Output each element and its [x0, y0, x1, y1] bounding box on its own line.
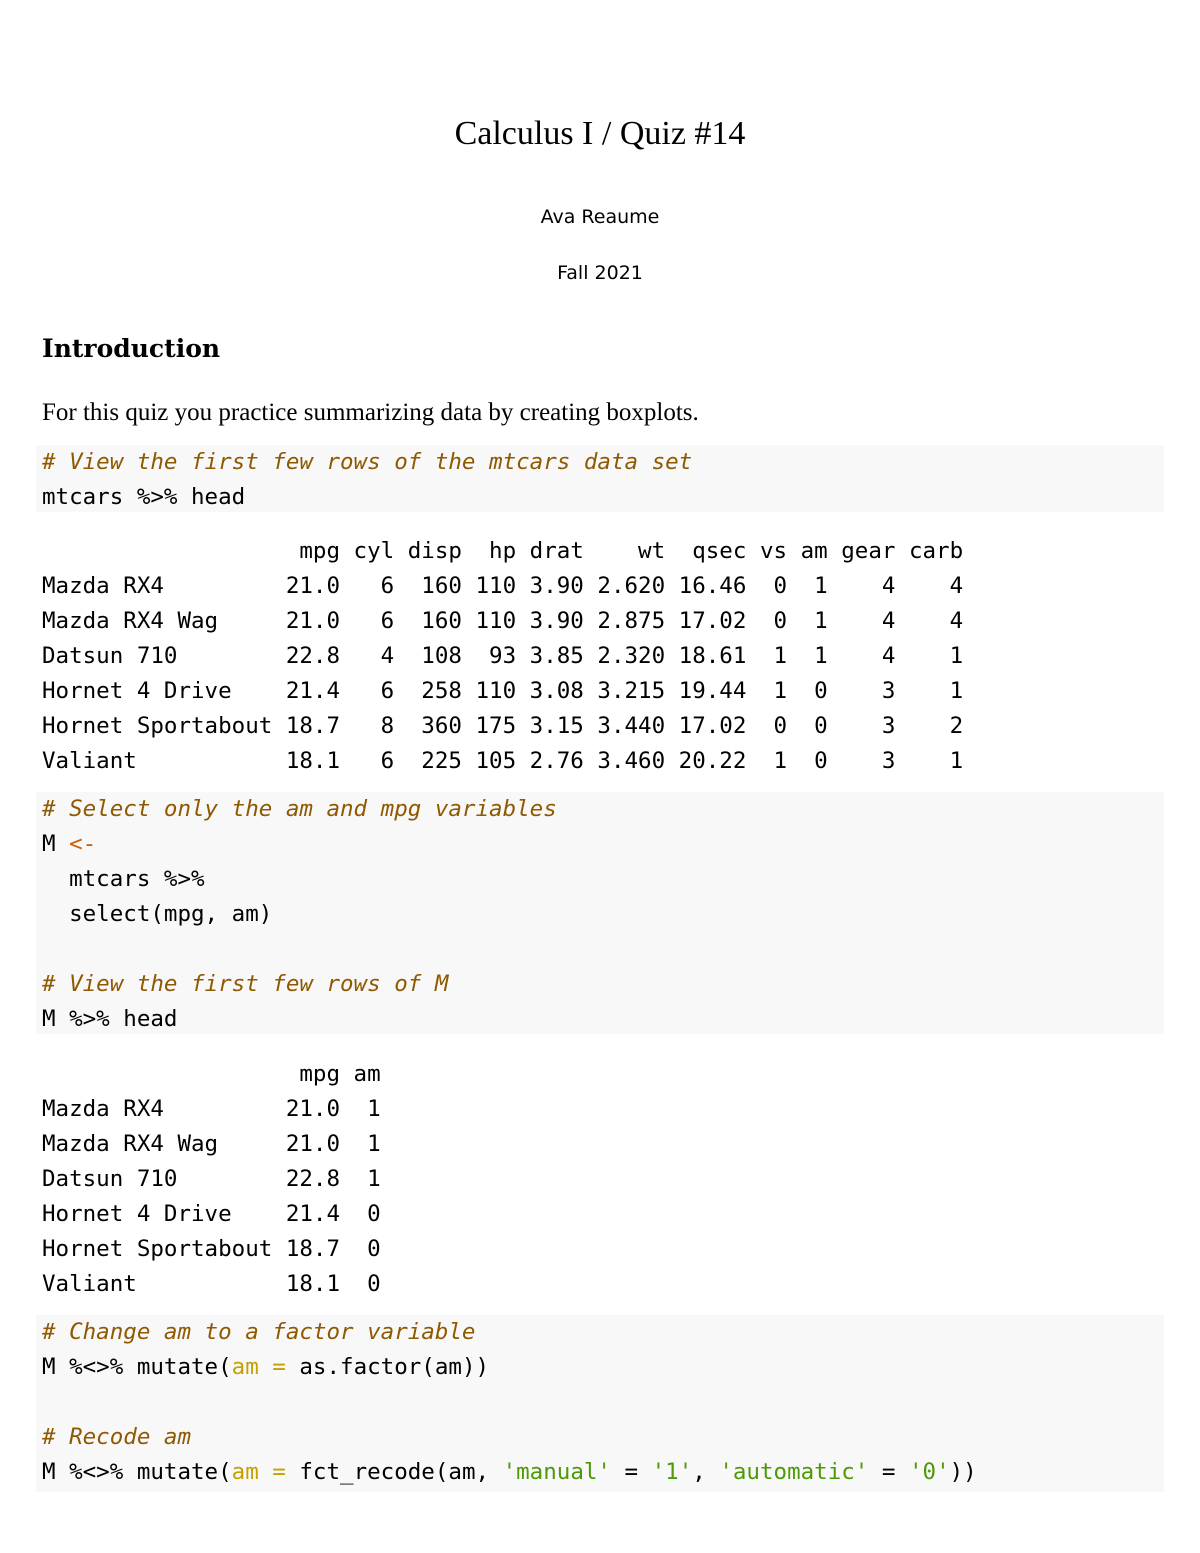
code-text: M %<>% mutate(	[42, 1354, 232, 1380]
code-comment: # View the first few rows of M	[42, 971, 449, 997]
code-chunk-select	[36, 792, 1164, 1034]
code-text: M	[42, 831, 70, 857]
code-string: 'automatic'	[719, 1459, 869, 1485]
code-text: =	[868, 1459, 909, 1485]
code-variable: am	[231, 1459, 259, 1485]
code-text: M %<>% mutate(	[42, 1459, 232, 1485]
code-string: '0'	[909, 1459, 950, 1485]
document-date: Fall 2021	[557, 262, 643, 284]
code-blank-line	[42, 932, 1158, 967]
code-equals: =	[272, 1354, 286, 1380]
code-equals: =	[272, 1459, 286, 1485]
output-table-row: Hornet Sportabout 18.7 0	[42, 1236, 381, 1262]
output-table-row: Hornet 4 Drive 21.4 6 258 110 3.08 3.215 19.44 1 0 3 1	[42, 678, 964, 704]
output-table-row: Hornet Sportabout 18.7 8 360 175 3.15 3.440 17.02 0 0 3 2	[42, 713, 964, 739]
code-variable: am	[231, 1354, 259, 1380]
code-line: M %>% head	[42, 1006, 178, 1032]
code-comment: # View the first few rows of the mtcars data set	[42, 449, 693, 475]
output-table-row: Mazda RX4 Wag 21.0 6 160 110 3.90 2.875 17.02 0 1 4 4	[42, 608, 964, 634]
output-table-header: mpg cyl disp hp drat wt qsec vs am gear carb	[42, 538, 964, 564]
code-line: mtcars %>%	[42, 866, 205, 892]
output-m-head	[42, 1057, 381, 1302]
output-table-row: Mazda RX4 21.0 6 160 110 3.90 2.620 16.46 0 1 4 4	[42, 573, 964, 599]
code-string: '1'	[651, 1459, 693, 1485]
code-text: ,	[692, 1459, 720, 1485]
code-blank-line	[42, 1385, 1158, 1420]
code-line: select(mpg, am)	[42, 901, 273, 927]
code-space	[259, 1459, 273, 1485]
code-comment: # Recode am	[42, 1424, 192, 1450]
code-text: =	[610, 1459, 652, 1485]
code-chunk-mutate	[36, 1315, 1164, 1492]
code-chunk-view-mtcars	[36, 445, 1164, 512]
code-text: ))	[949, 1459, 977, 1485]
output-table-row: Datsun 710 22.8 4 108 93 3.85 2.320 18.61 1 1 4 1	[42, 643, 964, 669]
code-line-as-factor	[42, 1350, 1158, 1385]
code-text: as.factor(am))	[285, 1354, 490, 1380]
code-text: fct_recode(am,	[285, 1459, 503, 1485]
output-table-row: Valiant 18.1 0	[42, 1271, 381, 1297]
code-line-assign	[42, 827, 1158, 862]
output-table-row: Mazda RX4 Wag 21.0 1	[42, 1131, 381, 1157]
intro-paragraph: For this quiz you practice summarizing data by creating boxplots.	[42, 399, 699, 426]
code-line-recode	[42, 1455, 1158, 1490]
output-table-row: Datsun 710 22.8 1	[42, 1166, 381, 1192]
document-title: Calculus I / Quiz #14	[454, 115, 746, 152]
code-line: mtcars %>% head	[42, 484, 246, 510]
section-heading-introduction: Introduction	[42, 334, 221, 363]
assign-operator: <-	[69, 831, 97, 857]
output-table-row: Mazda RX4 21.0 1	[42, 1096, 381, 1122]
code-space	[259, 1354, 273, 1380]
output-table-row: Valiant 18.1 6 225 105 2.76 3.460 20.22 1 0 3 1	[42, 748, 964, 774]
code-comment: # Change am to a factor variable	[42, 1319, 476, 1345]
output-table-header: mpg am	[42, 1061, 381, 1087]
code-comment: # Select only the am and mpg variables	[42, 796, 557, 822]
document-author: Ava Reaume	[540, 206, 660, 228]
output-mtcars-head	[42, 534, 963, 779]
code-string: 'manual'	[502, 1459, 611, 1485]
output-table-row: Hornet 4 Drive 21.4 0	[42, 1201, 381, 1227]
